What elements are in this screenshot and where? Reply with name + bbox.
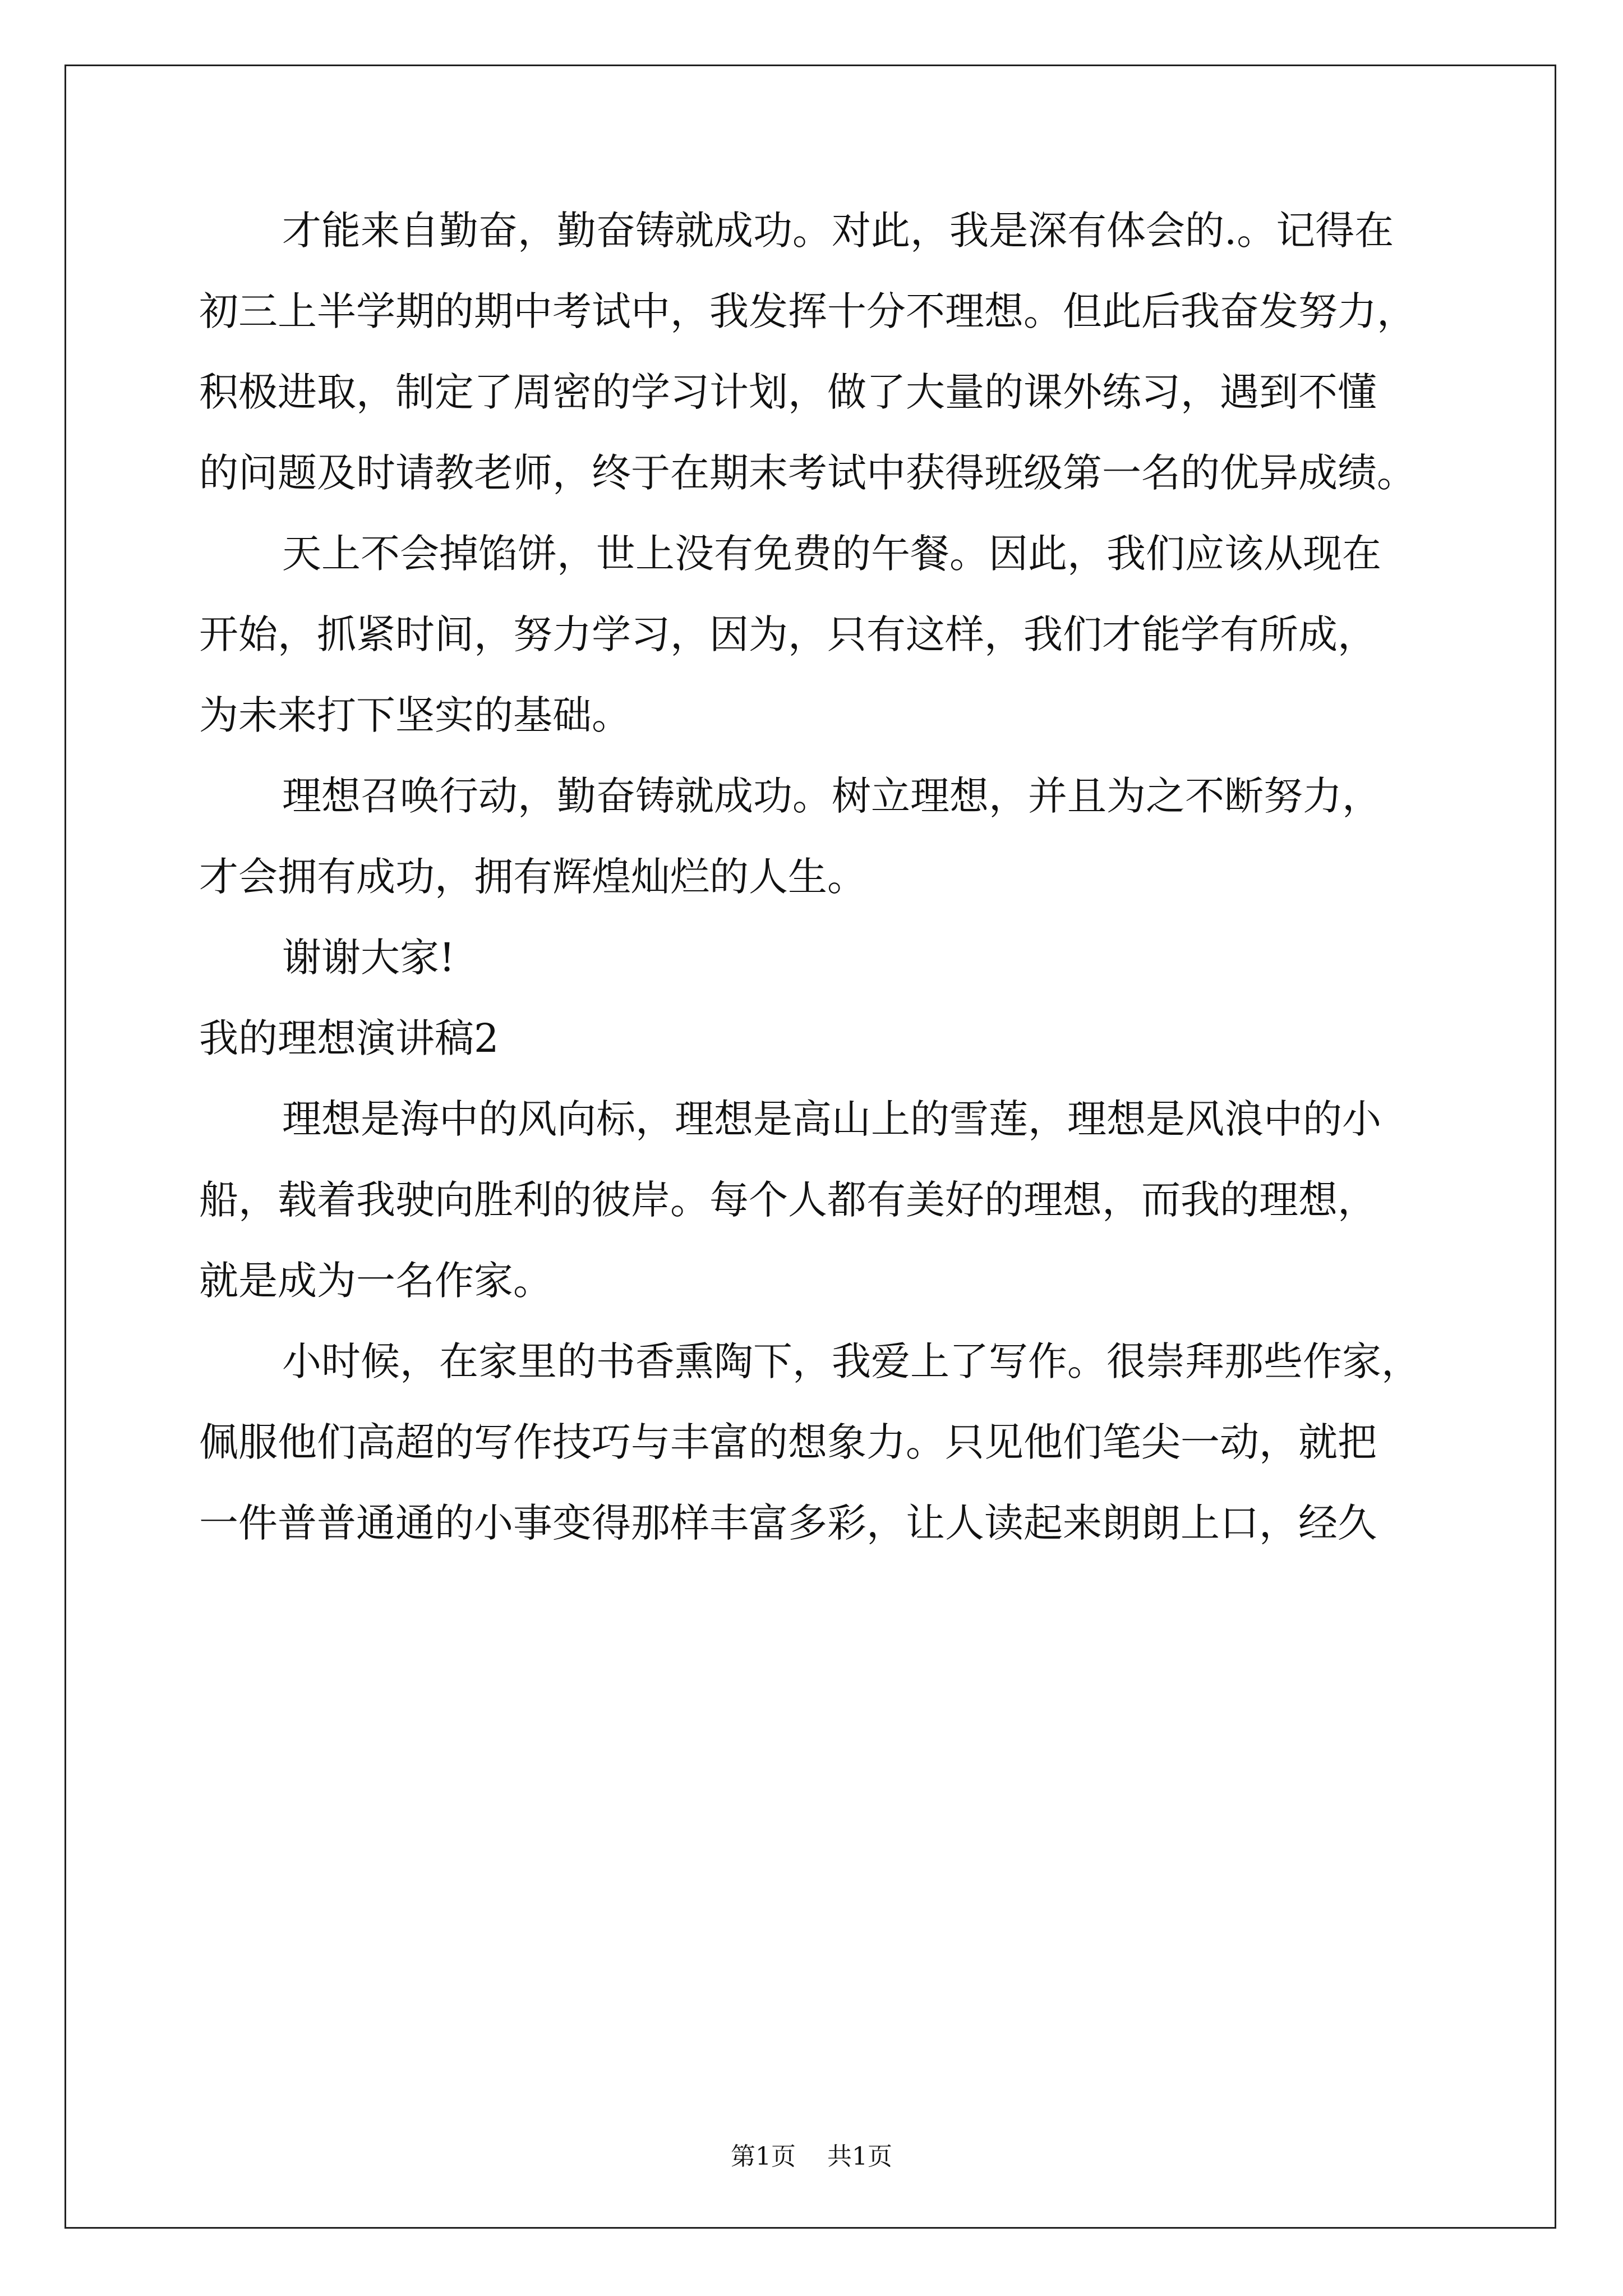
paragraph-line: 佩服他们高超的写作技巧与丰富的想象力。只见他们笔尖一动，就把 bbox=[199, 1419, 1377, 1465]
paragraph-line: 船，载着我驶向胜利的彼岸。每个人都有美好的理想，而我的理想， bbox=[199, 1177, 1377, 1223]
page-total: 共1页 bbox=[827, 2142, 892, 2171]
paragraph-line: 理想是海中的风向标，理想是高山上的雪莲，理想是风浪中的小 bbox=[282, 1096, 1381, 1142]
page-number: 第1页 bbox=[731, 2142, 796, 2171]
page-footer bbox=[0, 2136, 1623, 2172]
paragraph-line: 小时候，在家里的书香熏陶下，我爱上了写作。很崇拜那些作家， bbox=[282, 1338, 1421, 1384]
paragraph-line: 一件普普通通的小事变得那样丰富多彩，让人读起来朗朗上口，经久 bbox=[199, 1500, 1377, 1546]
paragraph-line: 就是成为一名作家。 bbox=[199, 1258, 552, 1304]
paragraph-line: 的问题及时请教老师，终于在期末考试中获得班级第一名的优异成绩。 bbox=[199, 450, 1416, 496]
paragraph-line: 开始，抓紧时间，努力学习，因为，只有这样，我们才能学有所成， bbox=[199, 611, 1377, 657]
paragraph-line: 天上不会掉馅饼，世上没有免费的午餐。因此，我们应该从现在 bbox=[282, 531, 1381, 577]
paragraph-line: 初三上半学期的期中考试中，我发挥十分不理想。但此后我奋发努力， bbox=[199, 288, 1416, 334]
closing-line: 谢谢大家! bbox=[282, 935, 455, 981]
paragraph-line: 积极进取，制定了周密的学习计划，做了大量的课外练习，遇到不懂 bbox=[199, 369, 1377, 415]
paragraph-line: 才能来自勤奋，勤奋铸就成功。对此，我是深有体会的.。记得在 bbox=[282, 208, 1394, 254]
paragraph-line: 为未来打下坚实的基础。 bbox=[199, 692, 631, 738]
paragraph-line: 才会拥有成功，拥有辉煌灿烂的人生。 bbox=[199, 854, 866, 900]
section-heading: 我的理想演讲稿2 bbox=[199, 1015, 499, 1061]
paragraph-line: 理想召唤行动，勤奋铸就成功。树立理想，并且为之不断努力， bbox=[282, 773, 1381, 819]
